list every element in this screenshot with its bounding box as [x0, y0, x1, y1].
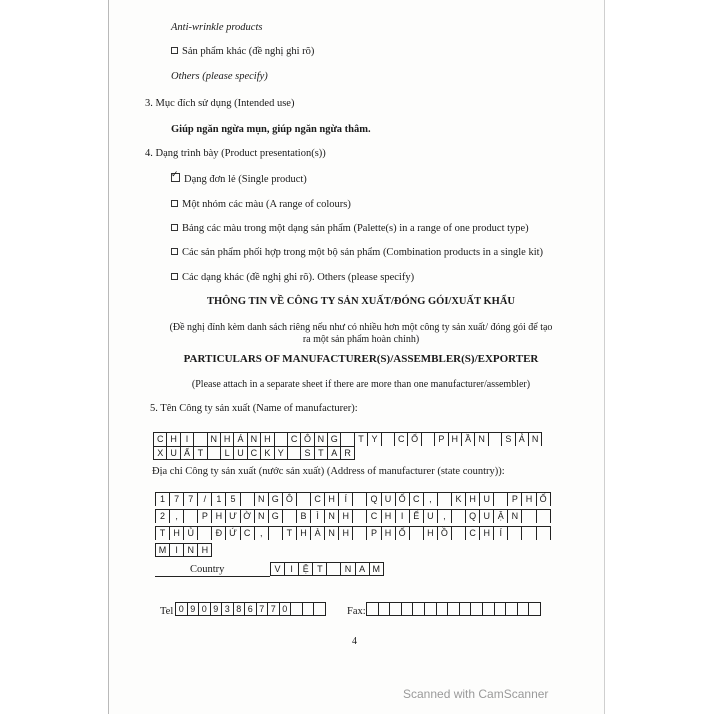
manufacturer-name-label: 5. Tên Công ty sản xuất (Name of manufacturer):: [150, 403, 358, 414]
manufacturer-note-vn-2: ra một sản phẩm hoàn chỉnh): [302, 334, 420, 345]
char-cell[interactable]: N: [248, 432, 261, 446]
char-cell[interactable]: C: [248, 446, 261, 460]
fax-field[interactable]: [366, 602, 541, 616]
char-cell[interactable]: N: [508, 509, 522, 523]
char-cell[interactable]: I: [396, 509, 410, 523]
char-cell[interactable]: 7: [170, 492, 184, 506]
char-cell[interactable]: U: [167, 446, 180, 460]
char-cell[interactable]: [314, 602, 326, 616]
char-cell[interactable]: 9: [188, 602, 200, 616]
char-cell[interactable]: 7: [257, 602, 269, 616]
char-cell[interactable]: G: [269, 509, 283, 523]
anti-wrinkle-label: Anti-wrinkle products: [171, 22, 263, 33]
char-cell[interactable]: C: [466, 526, 480, 540]
char-cell[interactable]: H: [480, 526, 494, 540]
char-cell[interactable]: 1: [156, 492, 170, 506]
page-number: 4: [352, 636, 357, 647]
char-cell[interactable]: [425, 602, 437, 616]
char-cell[interactable]: [198, 526, 212, 540]
char-cell[interactable]: Ậ: [494, 509, 508, 523]
manufacturer-note-en: (Please attach in a separate sheet if there are more than one manufacturer/assembler): [191, 379, 531, 390]
char-cell[interactable]: [537, 526, 551, 540]
char-cell[interactable]: P: [198, 509, 212, 523]
char-cell[interactable]: K: [261, 446, 274, 460]
char-cell[interactable]: C: [410, 492, 424, 506]
char-cell[interactable]: Ư: [226, 509, 240, 523]
char-cell[interactable]: M: [156, 543, 170, 557]
char-cell[interactable]: T: [355, 432, 368, 446]
char-cell[interactable]: H: [449, 432, 462, 446]
char-cell[interactable]: C: [241, 526, 255, 540]
char-cell[interactable]: [452, 509, 466, 523]
char-cell[interactable]: [448, 602, 460, 616]
char-cell[interactable]: [471, 602, 483, 616]
char-cell[interactable]: Ầ: [462, 432, 475, 446]
fax-label: Fax:: [347, 606, 366, 617]
char-cell[interactable]: [353, 492, 367, 506]
char-cell[interactable]: À: [311, 526, 325, 540]
char-cell[interactable]: ,: [170, 509, 184, 523]
checked-checkbox-icon[interactable]: [171, 173, 180, 182]
char-cell[interactable]: G: [328, 432, 341, 446]
char-cell[interactable]: 8: [234, 602, 246, 616]
char-cell[interactable]: Q: [367, 492, 381, 506]
char-cell[interactable]: H: [382, 526, 396, 540]
char-cell[interactable]: [379, 602, 391, 616]
char-cell[interactable]: T: [313, 562, 327, 576]
char-cell[interactable]: H: [325, 492, 339, 506]
checkbox-icon[interactable]: [171, 47, 178, 54]
char-cell[interactable]: [390, 602, 402, 616]
char-cell[interactable]: I: [285, 562, 299, 576]
char-cell[interactable]: [437, 602, 449, 616]
char-cell[interactable]: ,: [438, 509, 452, 523]
char-cell[interactable]: N: [325, 509, 339, 523]
others-specify-label: Others (please specify): [171, 71, 268, 82]
char-cell[interactable]: Ứ: [226, 526, 240, 540]
manufacturer-heading-vn: THÔNG TIN VỀ CÔNG TY SẢN XUẤT/ĐÓNG GÓI/XUẤT KHẨU: [206, 296, 516, 307]
char-cell[interactable]: C: [288, 432, 301, 446]
char-cell[interactable]: [508, 526, 522, 540]
char-cell[interactable]: [241, 492, 255, 506]
char-cell[interactable]: 0: [280, 602, 292, 616]
char-cell[interactable]: Í: [339, 492, 353, 506]
char-cell[interactable]: [410, 526, 424, 540]
char-cell[interactable]: Ì: [311, 509, 325, 523]
country-field[interactable]: [270, 562, 384, 576]
option-text: Dạng đơn lẻ (Single product): [184, 174, 307, 185]
option-text: Bảng các màu trong một dạng sản phẩm (Palette(s) in a range of one product type): [182, 223, 529, 234]
char-cell[interactable]: N: [529, 432, 542, 446]
char-cell[interactable]: 5: [226, 492, 240, 506]
char-cell[interactable]: [367, 602, 379, 616]
char-cell[interactable]: R: [341, 446, 354, 460]
char-cell[interactable]: Ô: [283, 492, 297, 506]
char-cell[interactable]: [483, 602, 495, 616]
char-cell[interactable]: K: [452, 492, 466, 506]
checkbox-icon[interactable]: [171, 200, 178, 207]
char-cell[interactable]: U: [382, 492, 396, 506]
char-cell[interactable]: ,: [255, 526, 269, 540]
manufacturer-address-row-3[interactable]: [155, 526, 551, 540]
char-cell[interactable]: [275, 432, 288, 446]
char-cell[interactable]: [522, 526, 536, 540]
char-cell[interactable]: [353, 526, 367, 540]
char-cell[interactable]: [452, 526, 466, 540]
manufacturer-address-label: Địa chỉ Công ty sản xuất (nước sản xuất) (Address of manufacturer (state country)):: [152, 466, 505, 477]
country-underline: [155, 576, 270, 577]
char-cell[interactable]: [489, 432, 502, 446]
char-cell[interactable]: Ệ: [299, 562, 313, 576]
char-cell[interactable]: N: [184, 543, 198, 557]
option-text: Các dạng khác (đề nghị ghi rõ). Others (please specify): [182, 272, 415, 283]
char-cell[interactable]: 0: [199, 602, 211, 616]
char-cell[interactable]: Ổ: [408, 432, 421, 446]
char-cell[interactable]: V: [271, 562, 285, 576]
tel-label: Tel: [160, 606, 174, 617]
char-cell[interactable]: [269, 526, 283, 540]
char-cell[interactable]: [494, 492, 508, 506]
char-cell[interactable]: U: [480, 509, 494, 523]
char-cell[interactable]: X: [154, 446, 167, 460]
other-products-option[interactable]: [171, 45, 314, 58]
char-cell[interactable]: N: [325, 526, 339, 540]
intended-use-answer: Giúp ngăn ngừa mụn, giúp ngăn ngừa thâm.: [171, 124, 371, 135]
manufacturer-address-row-2[interactable]: [155, 509, 551, 523]
char-cell[interactable]: P: [508, 492, 522, 506]
char-cell[interactable]: 7: [184, 492, 198, 506]
tel-field[interactable]: [175, 602, 326, 616]
char-cell[interactable]: 6: [245, 602, 257, 616]
char-cell[interactable]: N: [341, 562, 355, 576]
country-label: Country: [190, 564, 225, 575]
char-cell[interactable]: 9: [211, 602, 223, 616]
char-cell[interactable]: A: [328, 446, 341, 460]
char-cell[interactable]: /: [198, 492, 212, 506]
char-cell[interactable]: H: [339, 526, 353, 540]
manufacturer-note-vn-1: (Đề nghị đính kèm danh sách riêng nếu như có nhiều hơn một công ty sản xuất/ đóng gói để tạo: [169, 322, 553, 333]
char-cell[interactable]: Ủ: [184, 526, 198, 540]
char-cell[interactable]: Ố: [396, 492, 410, 506]
char-cell[interactable]: T: [283, 526, 297, 540]
char-cell[interactable]: Ả: [516, 432, 529, 446]
char-cell[interactable]: [288, 446, 301, 460]
char-cell[interactable]: Ờ: [241, 509, 255, 523]
char-cell[interactable]: Í: [494, 526, 508, 540]
char-cell[interactable]: [529, 602, 541, 616]
char-cell[interactable]: [460, 602, 472, 616]
char-cell[interactable]: [382, 432, 395, 446]
char-cell[interactable]: Y: [275, 446, 288, 460]
char-cell[interactable]: 2: [156, 509, 170, 523]
char-cell[interactable]: N: [208, 432, 221, 446]
char-cell[interactable]: [283, 509, 297, 523]
char-cell[interactable]: I: [170, 543, 184, 557]
char-cell[interactable]: [184, 509, 198, 523]
char-cell[interactable]: 1: [212, 492, 226, 506]
checkbox-icon[interactable]: [171, 248, 178, 255]
manufacturer-name-row-1[interactable]: [153, 432, 542, 446]
char-cell[interactable]: U: [480, 492, 494, 506]
camscanner-watermark: Scanned with CamScanner: [403, 687, 549, 701]
presentation-option-other[interactable]: [171, 271, 414, 284]
char-cell[interactable]: U: [234, 446, 247, 460]
char-cell[interactable]: 7: [268, 602, 280, 616]
char-cell[interactable]: T: [315, 446, 328, 460]
option-text: Các sản phẩm phối hợp trong một bộ sản phẩm (Combination products in a single kit): [182, 247, 544, 258]
char-cell[interactable]: 3: [222, 602, 234, 616]
char-cell[interactable]: C: [395, 432, 408, 446]
manufacturer-address-row-1[interactable]: [155, 492, 551, 506]
char-cell[interactable]: [495, 602, 507, 616]
char-cell[interactable]: U: [424, 509, 438, 523]
checkbox-icon[interactable]: [171, 273, 178, 280]
char-cell[interactable]: [413, 602, 425, 616]
char-cell[interactable]: [518, 602, 530, 616]
presentation-option-combination[interactable]: [171, 246, 543, 259]
char-cell[interactable]: 0: [176, 602, 188, 616]
char-cell[interactable]: C: [154, 432, 167, 446]
manufacturer-heading-en: PARTICULARS OF MANUFACTURER(S)/ASSEMBLER(S)/EXPORTER: [183, 353, 539, 365]
char-cell[interactable]: N: [475, 432, 488, 446]
char-cell[interactable]: N: [255, 492, 269, 506]
char-cell[interactable]: C: [367, 509, 381, 523]
char-cell[interactable]: [291, 602, 303, 616]
manufacturer-name-row-2[interactable]: [153, 446, 355, 460]
char-cell[interactable]: T: [156, 526, 170, 540]
char-cell[interactable]: S: [301, 446, 314, 460]
char-cell[interactable]: G: [269, 492, 283, 506]
intended-use-label: 3. Mục đích sử dụng (Intended use): [145, 98, 295, 109]
char-cell[interactable]: [208, 446, 221, 460]
char-cell[interactable]: P: [367, 526, 381, 540]
presentation-option-palette[interactable]: [171, 222, 529, 235]
char-cell[interactable]: Ố: [396, 526, 410, 540]
char-cell[interactable]: H: [424, 526, 438, 540]
char-cell[interactable]: H: [167, 432, 180, 446]
char-cell[interactable]: H: [297, 526, 311, 540]
char-cell[interactable]: H: [198, 543, 212, 557]
char-cell[interactable]: H: [212, 509, 226, 523]
char-cell[interactable]: [506, 602, 518, 616]
char-cell[interactable]: [522, 509, 536, 523]
char-cell[interactable]: Y: [368, 432, 381, 446]
product-presentation-label: 4. Dạng trình bày (Product presentation(s)): [145, 148, 326, 159]
char-cell[interactable]: Đ: [212, 526, 226, 540]
char-cell[interactable]: [438, 492, 452, 506]
presentation-option-colours[interactable]: [171, 198, 351, 211]
char-cell[interactable]: N: [315, 432, 328, 446]
char-cell[interactable]: Ấ: [181, 446, 194, 460]
char-cell[interactable]: Ồ: [438, 526, 452, 540]
char-cell[interactable]: ,: [424, 492, 438, 506]
char-cell[interactable]: Ố: [537, 492, 551, 506]
option-text: Một nhóm các màu (A range of colours): [182, 199, 351, 210]
char-cell[interactable]: [194, 432, 207, 446]
char-cell[interactable]: [297, 492, 311, 506]
char-cell[interactable]: L: [221, 446, 234, 460]
char-cell[interactable]: [341, 432, 354, 446]
char-cell[interactable]: I: [181, 432, 194, 446]
char-cell[interactable]: M: [370, 562, 384, 576]
char-cell[interactable]: H: [522, 492, 536, 506]
char-cell[interactable]: H: [466, 492, 480, 506]
other-products-text: Sản phẩm khác (đề nghị ghi rõ): [182, 46, 315, 57]
char-cell[interactable]: [402, 602, 414, 616]
char-cell[interactable]: H: [382, 509, 396, 523]
char-cell[interactable]: S: [502, 432, 515, 446]
char-cell[interactable]: Ể: [410, 509, 424, 523]
char-cell[interactable]: B: [297, 509, 311, 523]
char-cell[interactable]: P: [435, 432, 448, 446]
char-cell[interactable]: T: [194, 446, 207, 460]
char-cell[interactable]: [303, 602, 315, 616]
char-cell[interactable]: [327, 562, 341, 576]
char-cell[interactable]: [353, 509, 367, 523]
char-cell[interactable]: H: [339, 509, 353, 523]
char-cell[interactable]: Q: [466, 509, 480, 523]
manufacturer-address-row-4[interactable]: [155, 543, 212, 557]
checkbox-icon[interactable]: [171, 224, 178, 231]
char-cell[interactable]: [537, 509, 551, 523]
char-cell[interactable]: H: [261, 432, 274, 446]
char-cell[interactable]: A: [356, 562, 370, 576]
char-cell[interactable]: N: [255, 509, 269, 523]
char-cell[interactable]: Á: [234, 432, 247, 446]
char-cell[interactable]: [422, 432, 435, 446]
char-cell[interactable]: Ô: [301, 432, 314, 446]
char-cell[interactable]: H: [221, 432, 234, 446]
char-cell[interactable]: H: [170, 526, 184, 540]
presentation-option-single[interactable]: [171, 173, 307, 186]
char-cell[interactable]: C: [311, 492, 325, 506]
